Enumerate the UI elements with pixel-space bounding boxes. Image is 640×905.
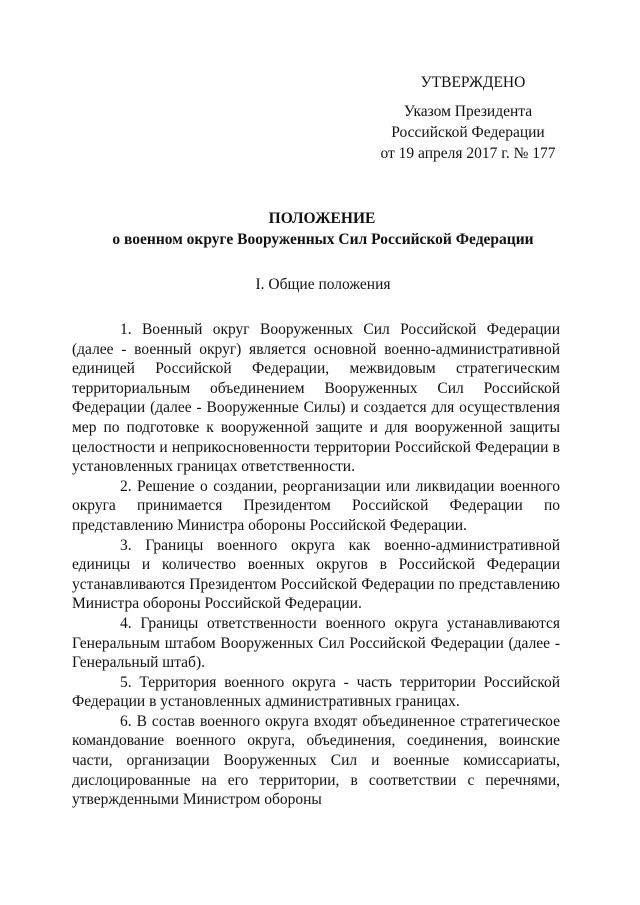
document-title [0, 208, 640, 250]
paragraph-3: 3. Границы военного округа как военно-административной единицы и количество военных округов в Российской Федерации устанавливаются Президентом Российской Федерации по представлению Министра обороны Российской Федерации. [72, 536, 560, 613]
section-heading: I. Общие положения [255, 276, 391, 293]
title-line-2: о военном округе Вооруженных Сил Российской Федерации [112, 231, 534, 248]
approval-stamp [358, 72, 578, 164]
title-line-1: ПОЛОЖЕНИЕ [268, 210, 376, 227]
approval-heading: УТВЕРЖДЕНО [420, 74, 526, 91]
paragraph-2: 2. Решение о создании, реорганизации или ликвидации военного округа принимается Президентом Российской Федерации по представлению Министра обороны Российской Федерации. [72, 477, 560, 534]
approval-line-2: Российской Федерации [391, 124, 545, 141]
approval-line-1: Указом Президента [403, 103, 533, 120]
paragraph-6: 6. В состав военного округа входят объединенное стратегическое командование военного округа, объединения, соединения, воинские части, организации Вооруженных Сил и военные комиссариаты, дислоцированные на его территории, в соответствии с перечнями, утвержденными Министром обороны [72, 712, 560, 809]
paragraph-5: 5. Территория военного округа - часть территории Российской Федерации в установленных административных границах. [72, 673, 560, 711]
approval-line-3: от 19 апреля 2017 г. № 177 [380, 145, 556, 162]
document-body [72, 320, 560, 810]
paragraph-4: 4. Границы ответственности военного округа устанавливаются Генеральным штабом Вооруженных Сил Российской Федерации (далее - Генеральный штаб). [72, 614, 560, 672]
paragraph-1: 1. Военный округ Вооруженных Сил Российской Федерации (далее - военный округ) является основной военно-административной единицей Российской Федерации, межвидовым стратегическим территориальным объединением Вооруженных Сил Российской Федерации (далее - Вооруженные Силы) и создается для осуществления мер по подготовке к вооруженной защите и для вооруженной защиты целостности и неприкосновенности территории Российской Федерации в установленных границах ответственности. [72, 321, 560, 476]
